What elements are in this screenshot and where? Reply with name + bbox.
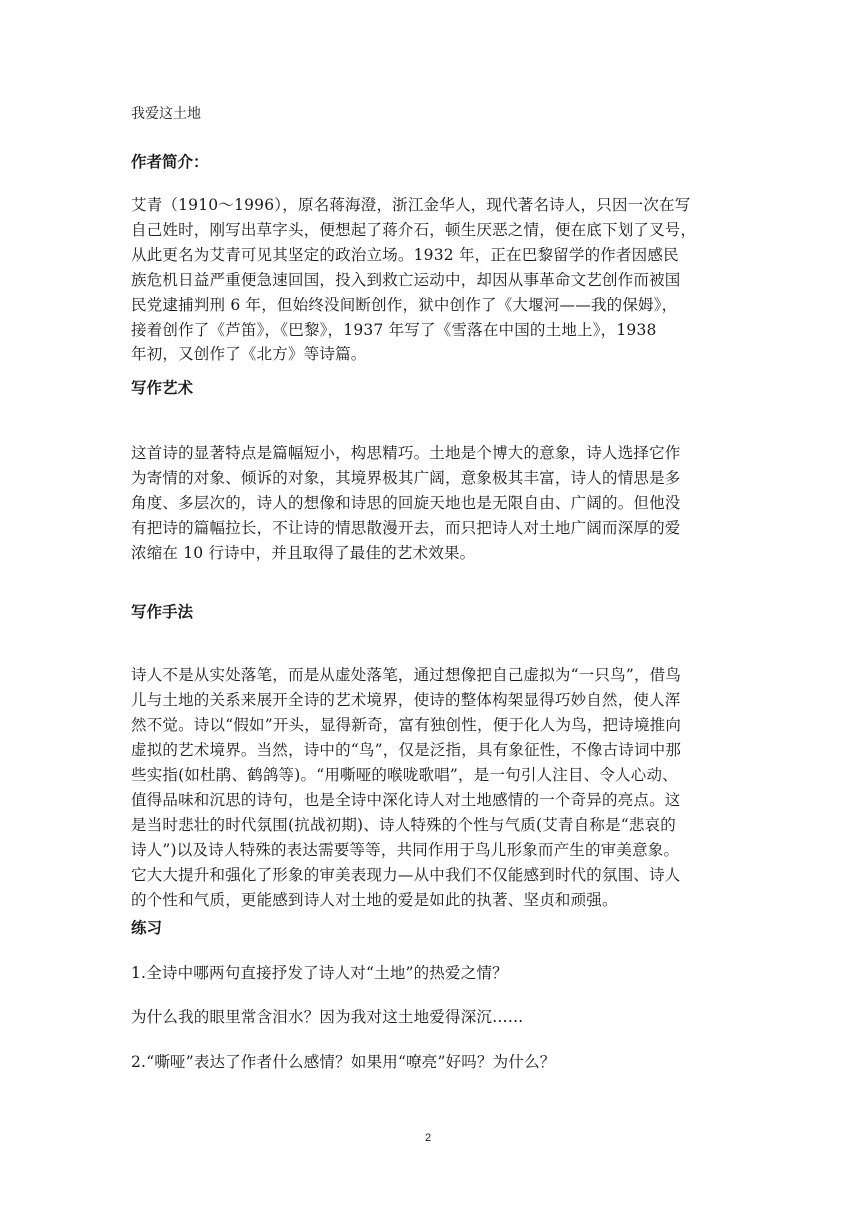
paragraph-line: 从此更名为艾青可见其坚定的政治立场。1932 年，正在巴黎留学的作者因感民	[131, 246, 679, 264]
paragraph-line: 虚拟的艺术境界。当然，诗中的“鸟”，仅是泛指，具有象征性，不像古诗词中那	[131, 741, 682, 759]
paragraph-line: 民党逮捕判刑 6 年，但始终没间断创作，狱中创作了《大堰河——我的保姆》，	[131, 296, 678, 314]
exercise-question-2: 2.“嘶哑”表达了作者什么感情？如果用“嘹亮”好吗？为什么？	[131, 1053, 556, 1071]
paragraph-line: 艾青（1910～1996），原名蒋海澄，浙江金华人，现代著名诗人，只因一次在写	[131, 196, 691, 214]
writing-art-heading: 写作艺术	[131, 379, 194, 397]
paragraph-line: 些实指(如杜鹃、鹤鸽等)。“用嘶哑的喉咙歌唱”，是一句引人注目、令人心动、	[131, 766, 678, 784]
exercise-question-1: 1.全诗中哪两句直接抒发了诗人对“土地”的热爱之情？	[131, 964, 508, 982]
paragraph-line: 有把诗的篇幅拉长，不让诗的情思散漫开去，而只把诗人对土地广阔而深厚的爱	[131, 519, 681, 537]
paragraph-line: 族危机日益严重便急速回国，投入到救亡运动中，却因从事革命文艺创作而被国	[131, 271, 681, 289]
paragraph-line: 诗人”)以及诗人特殊的表达需要等等，共同作用于鸟儿形象而产生的审美意象。	[131, 841, 680, 859]
paragraph-line: 自己姓时，刚写出草字头，便想起了蒋介石，顿生厌恶之情，便在底下划了叉号，	[131, 221, 697, 239]
paragraph-line: 接着创作了《芦笛》，《巴黎》，1937 年写了《雪落在中国的土地上》，1938	[131, 321, 657, 339]
paragraph-line: 儿与土地的关系来展开全诗的艺术境界，使诗的整体构架显得巧妙自然，使人浑	[131, 691, 681, 709]
document-title: 我爱这土地	[131, 106, 201, 122]
paragraph-line: 这首诗的显著特点是篇幅短小，构思精巧。土地是个博大的意象，诗人选择它作	[131, 444, 681, 462]
writing-technique-heading: 写作手法	[131, 603, 194, 621]
exercise-answer-1: 为什么我的眼里常含泪水？因为我对这土地爱得深沉……	[131, 1008, 524, 1026]
paragraph-line: 角度、多层次的，诗人的想像和诗思的回旋天地也是无限自由、广阔的。但他没	[131, 494, 681, 512]
author-intro-heading: 作者简介：	[131, 153, 209, 171]
page-number: 2	[425, 1132, 432, 1144]
paragraph-line: 为寄情的对象、倾诉的对象，其境界极其广阔，意象极其丰富，诗人的情思是多	[131, 469, 681, 487]
paragraph-line: 然不觉。诗以“假如”开头，显得新奇，富有独创性，便于化人为鸟，把诗境推向	[131, 716, 682, 734]
paragraph-line: 值得品味和沉思的诗句，也是全诗中深化诗人对土地感情的一个奇异的亮点。这	[131, 791, 681, 809]
paragraph-line: 它大大提升和强化了形象的审美表现力—从中我们不仅能感到时代的氛围、诗人	[131, 866, 681, 884]
paragraph-line: 诗人不是从实处落笔，而是从虚处落笔，通过想像把自己虚拟为“一只鸟”，借鸟	[131, 666, 682, 684]
exercises-heading: 练习	[131, 919, 163, 937]
paragraph-line: 的个性和气质，更能感到诗人对土地的爱是如此的执著、坚贞和顽强。	[131, 891, 618, 909]
paragraph-line: 是当时悲壮的时代氛围(抗战初期)、诗人特殊的个性与气质(艾青自称是“悲哀的	[131, 816, 676, 834]
paragraph-line: 浓缩在 10 行诗中，并且取得了最佳的艺术效果。	[131, 544, 476, 562]
paragraph-line: 年初，又创作了《北方》等诗篇。	[131, 345, 367, 363]
